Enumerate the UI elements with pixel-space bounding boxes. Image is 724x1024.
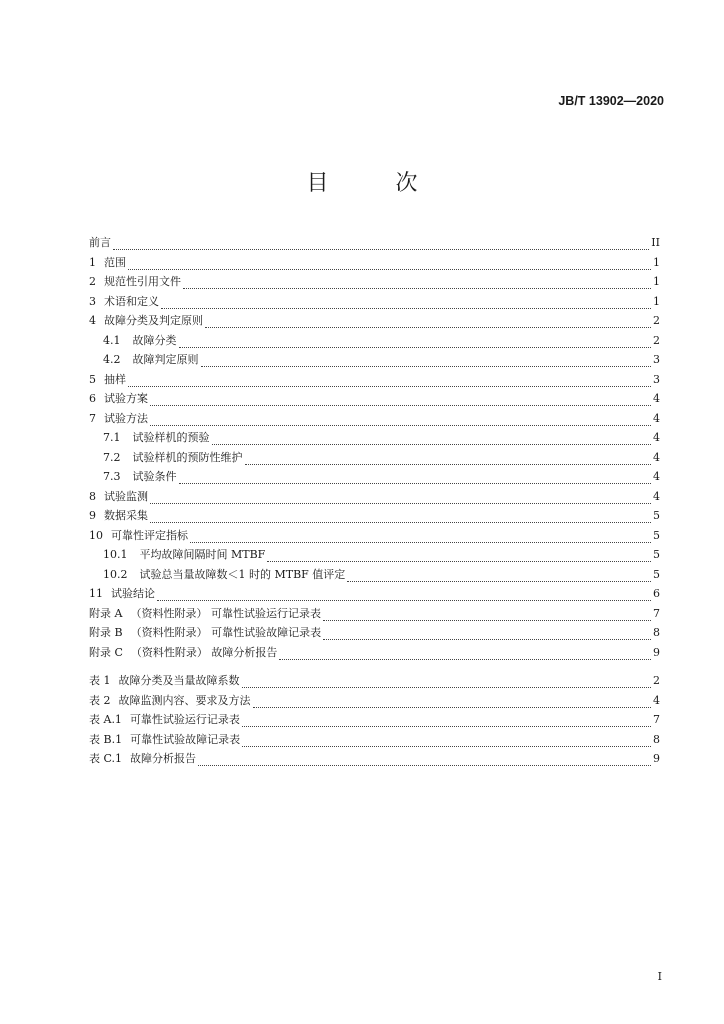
dot-leader <box>150 510 651 523</box>
dot-leader <box>179 335 652 348</box>
dot-leader <box>205 315 651 328</box>
toc-entry-number: 2 <box>89 275 96 288</box>
toc-entry-page: 6 <box>653 587 660 600</box>
toc-entry[interactable] <box>89 272 660 292</box>
dot-leader <box>128 374 651 387</box>
toc-entry-label: 试验方案 <box>104 392 148 405</box>
toc-entry-page: 8 <box>653 626 660 639</box>
toc-entry-number: 3 <box>89 294 96 308</box>
toc-entry-label: 试验样机的预验 <box>132 431 210 444</box>
toc-entry-page: 7 <box>653 606 660 620</box>
table-entry-page: 8 <box>653 732 660 746</box>
toc-entry[interactable] <box>89 233 660 253</box>
toc-entry-page: 4 <box>653 450 660 464</box>
toc-entry-label: 试验总当量故障数＜1 时的 MTBF 值评定 <box>139 567 346 581</box>
toc-entry-page: 4 <box>653 489 660 503</box>
table-entry-number: 表 2 <box>89 693 111 707</box>
toc-entry[interactable] <box>89 584 660 604</box>
toc-entry-label: 平均故障间隔时间 MTBF <box>139 548 266 561</box>
table-entry-number: 表 B.1 <box>89 732 123 746</box>
toc-entry-page: 3 <box>653 372 660 386</box>
table-entry[interactable] <box>89 691 660 711</box>
toc-entry-number: 5 <box>89 372 96 386</box>
toc-entry-number: 4.1 <box>103 333 121 347</box>
dot-leader <box>242 675 652 688</box>
toc-entry[interactable] <box>89 565 660 585</box>
toc-entry-page: 1 <box>653 275 660 288</box>
toc-entry-number: 10.2 <box>103 567 128 581</box>
table-entry-page: 2 <box>653 674 660 687</box>
dot-leader <box>253 695 652 708</box>
toc-entry-page: 1 <box>653 255 660 269</box>
toc-entry-page: 4 <box>653 392 660 405</box>
dot-leader <box>323 627 651 640</box>
dot-leader <box>212 432 652 445</box>
toc-entry[interactable] <box>89 623 660 643</box>
toc-entry[interactable] <box>89 506 660 526</box>
toc-entry[interactable] <box>89 428 660 448</box>
dot-leader <box>190 530 651 543</box>
table-entry[interactable] <box>89 730 660 750</box>
table-entry-label: 故障分类及当量故障系数 <box>118 674 240 687</box>
toc-entry-number: 7.2 <box>103 450 121 464</box>
dot-leader <box>201 354 652 367</box>
toc-entry-number: 11 <box>89 587 103 600</box>
dot-leader <box>161 296 651 309</box>
toc-entry-label: 可靠性评定指标 <box>111 528 188 542</box>
toc-entry-number: 10.1 <box>103 548 128 561</box>
table-entry-label: 故障监测内容、要求及方法 <box>118 693 251 707</box>
dot-leader <box>113 237 649 250</box>
table-entry[interactable] <box>89 671 660 691</box>
table-of-contents <box>89 233 660 662</box>
toc-entry-page: 4 <box>653 411 660 425</box>
toc-entry-label: 故障判定原则 <box>132 353 199 366</box>
toc-entry-number: 7 <box>89 411 96 425</box>
toc-entry-label: 抽样 <box>104 372 126 386</box>
table-entry-page: 9 <box>653 752 660 765</box>
table-entry[interactable] <box>89 710 660 730</box>
table-entry-number: 表 1 <box>89 674 111 687</box>
toc-entry-number: 4 <box>89 314 96 327</box>
toc-entry-page: 4 <box>653 431 660 444</box>
dot-leader <box>128 257 651 270</box>
toc-entry[interactable] <box>89 292 660 312</box>
dot-leader <box>347 569 651 582</box>
dot-leader <box>183 276 651 289</box>
toc-entry-number: 7.1 <box>103 431 121 444</box>
toc-entry-page: 4 <box>653 470 660 483</box>
toc-entry[interactable] <box>89 253 660 273</box>
toc-entry-label: 故障分类 <box>132 333 177 347</box>
table-entry[interactable] <box>89 749 660 769</box>
table-entry-page: 7 <box>653 713 660 726</box>
toc-entry[interactable] <box>89 311 660 331</box>
toc-entry[interactable] <box>89 370 660 390</box>
dot-leader <box>150 393 651 406</box>
table-entry-label: 可靠性试验故障记录表 <box>130 732 241 746</box>
toc-entry-page: 5 <box>653 548 660 561</box>
page-number: I <box>657 970 662 983</box>
dot-leader <box>245 452 652 465</box>
dot-leader <box>150 491 651 504</box>
toc-entry-label: 前言 <box>89 236 111 249</box>
table-entry-label: 故障分析报告 <box>130 752 197 765</box>
dot-leader <box>198 753 651 766</box>
toc-entry-label: 试验样机的预防性维护 <box>132 450 243 464</box>
toc-entry-number: 8 <box>89 489 96 503</box>
toc-entry-page: II <box>651 236 660 249</box>
toc-entry[interactable] <box>89 467 660 487</box>
toc-entry-label: 试验条件 <box>132 470 177 483</box>
toc-entry-number: 4.2 <box>103 353 121 366</box>
toc-entry-page: 5 <box>653 567 660 581</box>
toc-entry-label: 试验结论 <box>111 587 155 600</box>
toc-entry[interactable] <box>89 448 660 468</box>
dot-leader <box>279 647 651 660</box>
standard-code: JB/T 13902—2020 <box>558 94 664 108</box>
toc-entry[interactable] <box>89 487 660 507</box>
dot-leader <box>150 413 651 426</box>
list-of-tables <box>89 671 660 769</box>
toc-entry-label: （资料性附录） 故障分析报告 <box>130 645 278 659</box>
dot-leader <box>242 714 651 727</box>
toc-entry-page: 5 <box>653 509 660 522</box>
toc-entry-label: 故障分类及判定原则 <box>104 314 203 327</box>
table-entry-page: 4 <box>653 693 660 707</box>
toc-entry-label: 术语和定义 <box>104 294 159 308</box>
toc-entry[interactable] <box>89 604 660 624</box>
toc-entry-page: 2 <box>653 314 660 327</box>
table-entry-label: 可靠性试验运行记录表 <box>129 713 240 726</box>
toc-entry-label: 数据采集 <box>104 509 148 522</box>
toc-entry-number: 附录 C <box>89 645 123 659</box>
toc-entry[interactable] <box>89 545 660 565</box>
toc-entry[interactable] <box>89 643 660 663</box>
dot-leader <box>267 549 651 562</box>
dot-leader <box>242 734 651 747</box>
toc-entry-page: 5 <box>653 528 660 542</box>
toc-entry-page: 1 <box>653 294 660 308</box>
dot-leader <box>157 588 651 601</box>
toc-entry-page: 9 <box>653 645 660 659</box>
toc-entry-number: 1 <box>89 255 96 269</box>
toc-entry-label: 规范性引用文件 <box>104 275 181 288</box>
toc-entry[interactable] <box>89 350 660 370</box>
toc-entry-page: 3 <box>653 353 660 366</box>
dot-leader <box>179 471 652 484</box>
toc-entry-page: 2 <box>653 333 660 347</box>
toc-entry-number: 附录 A <box>89 606 123 620</box>
page-title: 目 次 <box>306 171 448 196</box>
toc-entry-number: 9 <box>89 509 96 522</box>
toc-entry-label: （资料性附录） 可靠性试验故障记录表 <box>130 626 322 639</box>
toc-entry-number: 7.3 <box>103 470 121 483</box>
toc-entry-number: 6 <box>89 392 96 405</box>
toc-entry-number: 10 <box>89 528 103 542</box>
toc-entry[interactable] <box>89 389 660 409</box>
dot-leader <box>323 608 651 621</box>
toc-entry-number: 附录 B <box>89 626 123 639</box>
toc-entry-label: （资料性附录） 可靠性试验运行记录表 <box>130 606 321 620</box>
table-entry-number: 表 C.1 <box>89 752 123 765</box>
toc-entry-label: 试验监测 <box>104 489 148 503</box>
toc-entry[interactable] <box>89 409 660 429</box>
toc-entry[interactable] <box>89 331 660 351</box>
toc-entry-label: 试验方法 <box>104 411 148 425</box>
table-entry-number: 表 A.1 <box>89 713 122 726</box>
toc-entry-label: 范围 <box>104 255 126 269</box>
toc-entry[interactable] <box>89 526 660 546</box>
